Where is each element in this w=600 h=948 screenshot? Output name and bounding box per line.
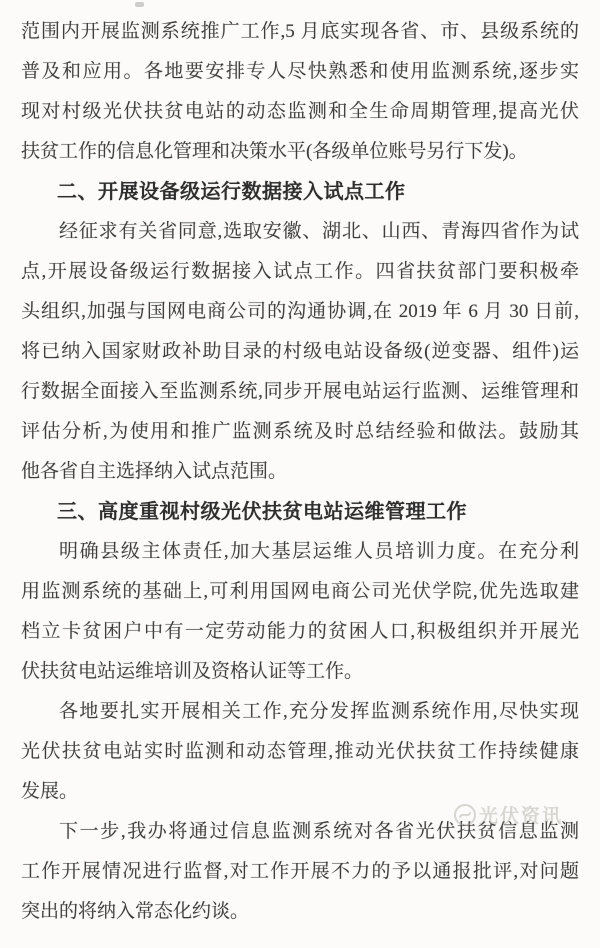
text-line: 现对村级光伏扶贫电站的动态监测和全生命周期管理,提高光伏 xyxy=(21,101,579,122)
text-line: 发展。 xyxy=(21,781,79,802)
text-line: 将已纳入国家财政补助目录的村级电站设备级(逆变器、组件)运 xyxy=(21,341,579,362)
text-line: 经征求有关省同意,选取安徽、湖北、山西、青海四省作为试 xyxy=(59,221,579,242)
text-line: 突出的将纳入常态化约谈。 xyxy=(21,901,250,922)
text-line: 明确县级主体责任,加大基层运维人员培训力度。在充分利 xyxy=(59,541,579,562)
text-line: 扶贫工作的信息化管理和决策水平(各级单位账号另行下发)。 xyxy=(21,141,528,162)
text-line: 伏扶贫电站运维培训及资格认证等工作。 xyxy=(21,661,364,682)
watermark-text: 光伏资讯 xyxy=(479,806,564,827)
text-line: 普及和应用。各地要安排专人尽快熟悉和使用监测系统,逐步实 xyxy=(21,61,579,82)
text-line: 评估分析,为使用和推广监测系统及时总结经验和做法。鼓励其 xyxy=(21,421,579,442)
section-heading-2: 二、开展设备级运行数据接入试点工作 xyxy=(57,181,406,203)
text-line: 点,开展设备级运行数据接入试点工作。四省扶贫部门要积极牵 xyxy=(21,261,579,282)
text-line: 用监测系统的基础上,可利用国网电商公司光伏学院,优先选取建 xyxy=(21,581,579,602)
text-line: 下一步,我办将通过信息监测系统对各省光伏扶贫信息监测 xyxy=(59,821,579,842)
text-line: 头组织,加强与国网电商公司的沟通协调,在 2019 年 6 月 30 日前, xyxy=(21,301,579,322)
section-heading-3: 三、高度重视村级光伏扶贫电站运维管理工作 xyxy=(57,501,467,523)
text-line: 范围内开展监测系统推广工作,5 月底实现各省、市、县级系统的 xyxy=(21,21,579,42)
text-line: 档立卡贫困户中有一定劳动能力的贫困人口,积极组织并开展光 xyxy=(21,621,579,642)
text-line: 他各省自主选择纳入试点范围。 xyxy=(21,461,288,482)
page-top-scan-artifact xyxy=(135,2,144,7)
text-line: 各地要扎实开展相关工作,充分发挥监测系统作用,尽快实现 xyxy=(59,701,579,722)
text-line: 行数据全面接入至监测系统,同步开展电站运行监测、运维管理和 xyxy=(21,381,579,402)
text-line: 光伏扶贫电站实时监测和动态管理,推动光伏扶贫工作持续健康 xyxy=(21,741,579,762)
text-line: 工作开展情况进行监督,对工作开展不力的予以通报批评,对问题 xyxy=(21,861,579,882)
